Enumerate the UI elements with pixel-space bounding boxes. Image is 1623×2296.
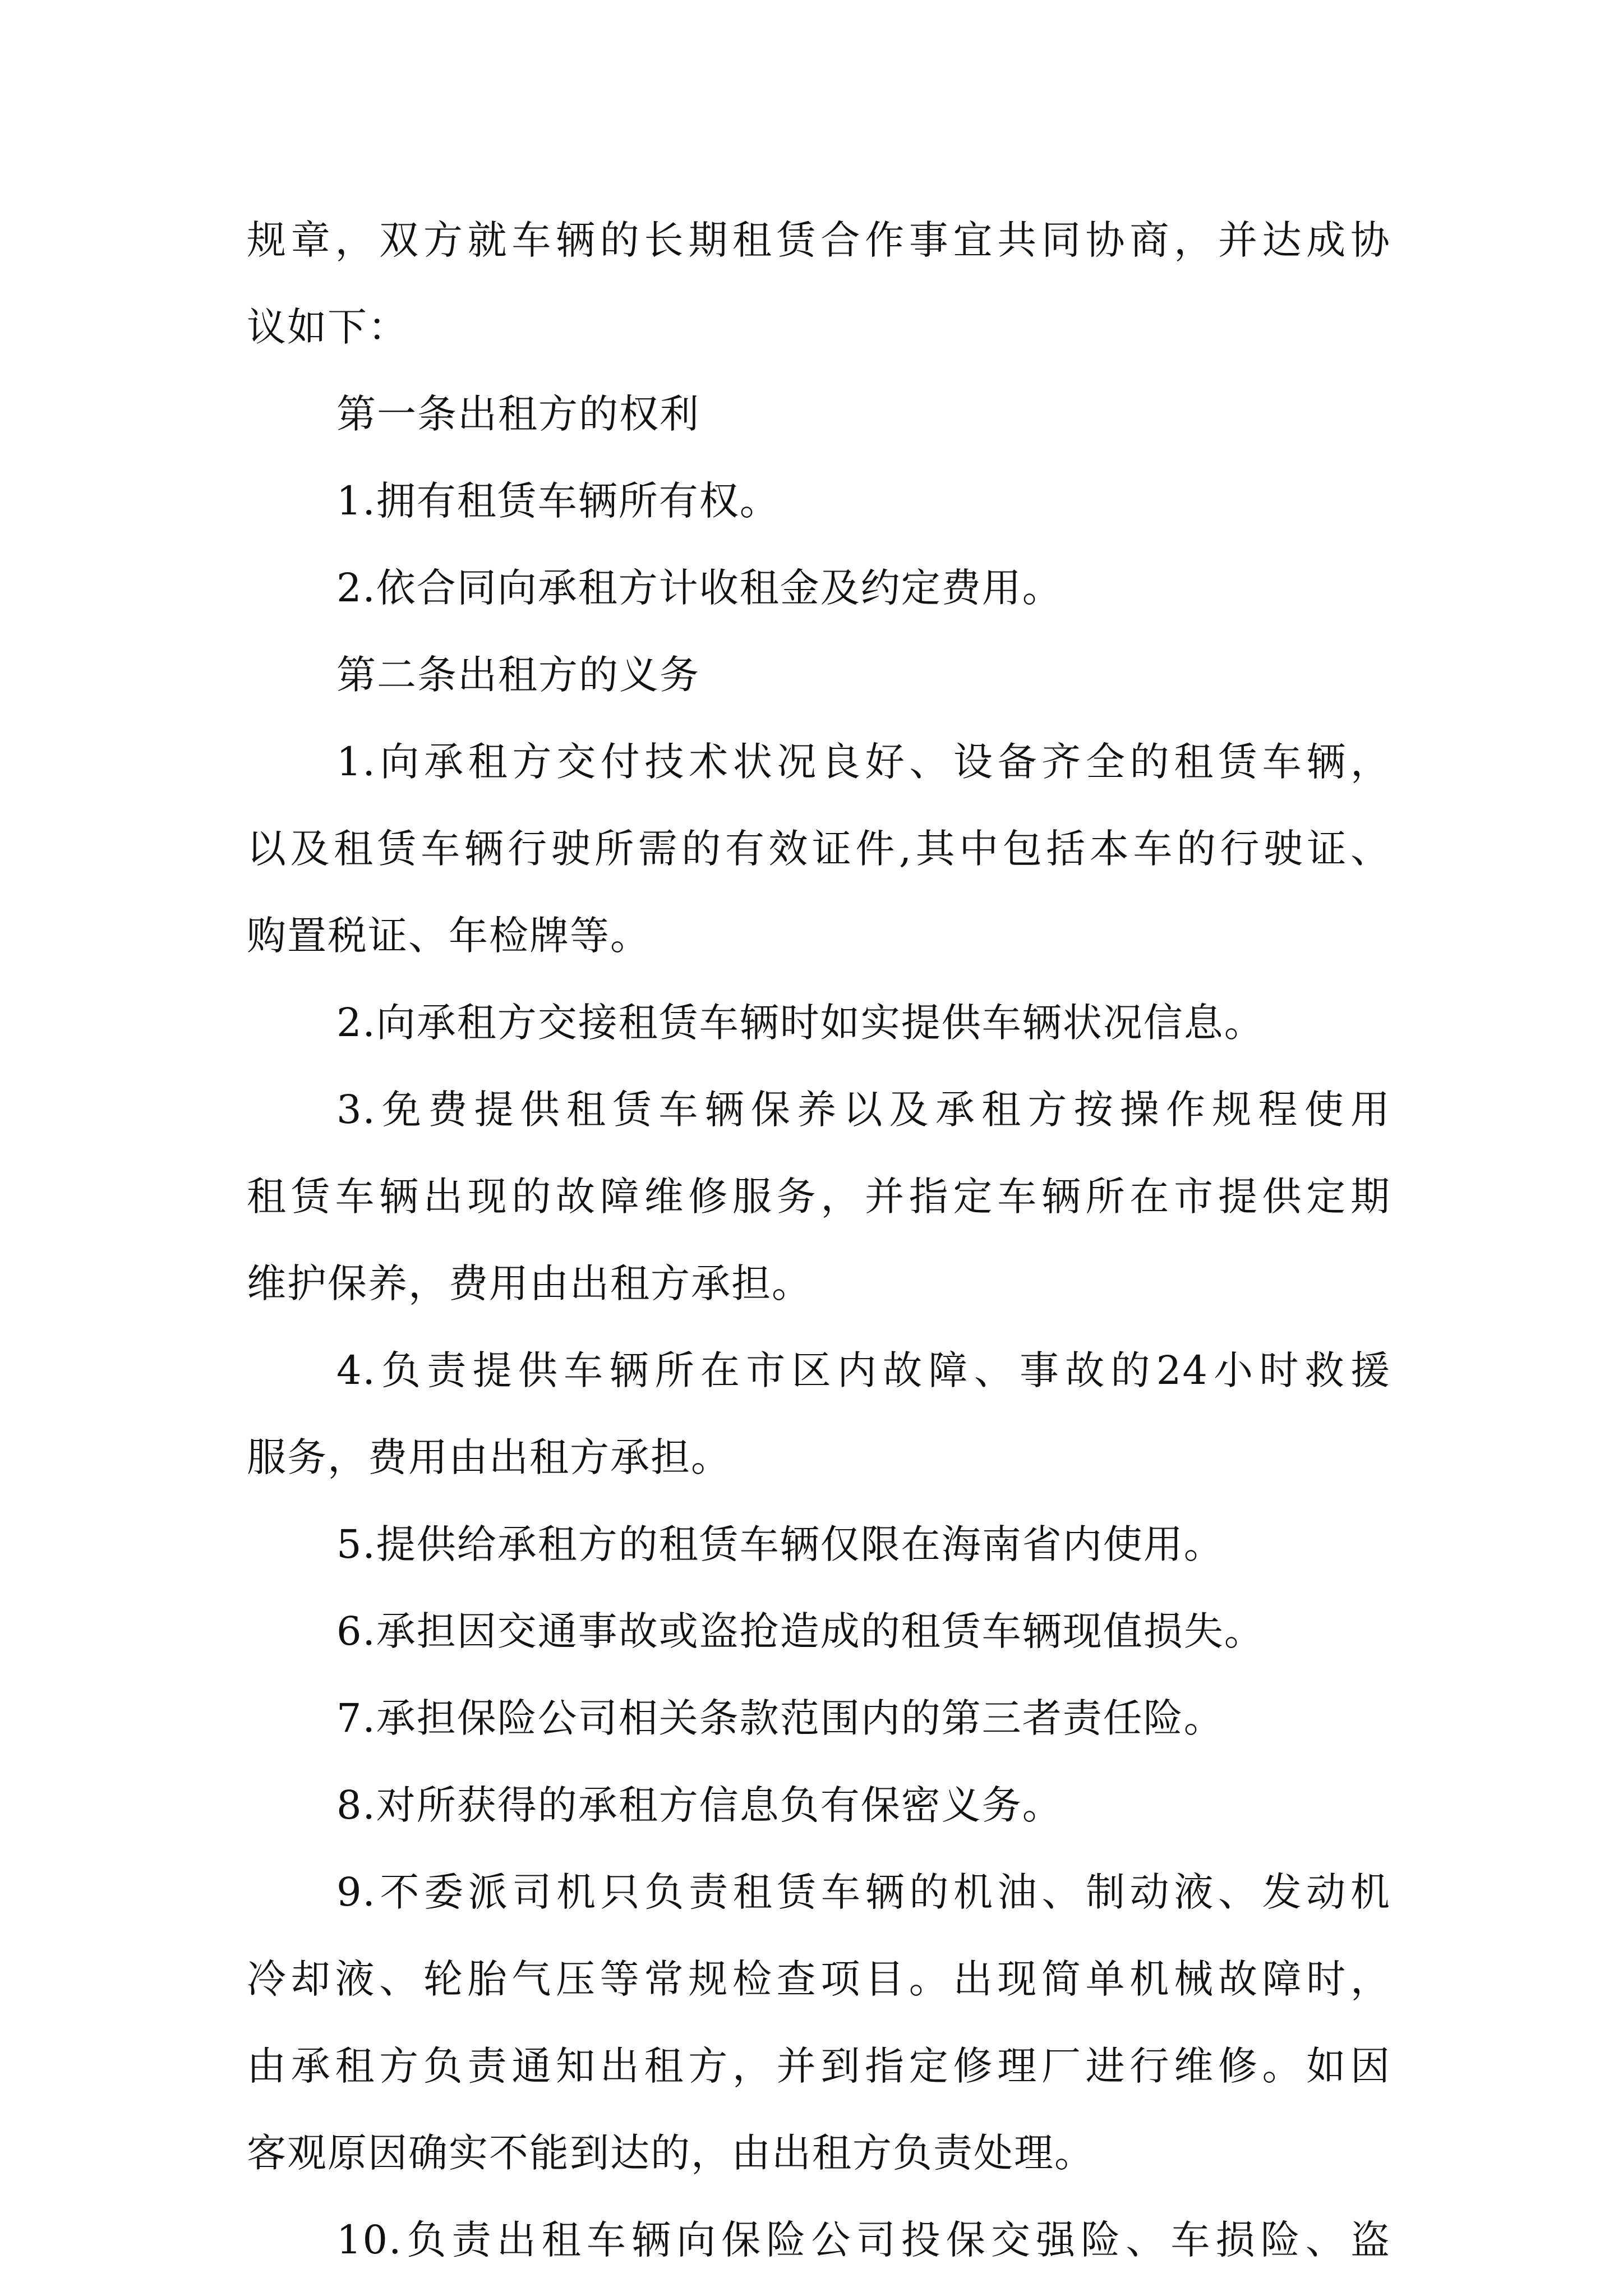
text-line: 1.拥有租赁车辆所有权。 (336, 478, 780, 524)
text-line: 由承租方负责通知出租方，并到指定修理厂进行维修。如因 (247, 2043, 1391, 2089)
text-line: 以及租赁车辆行驶所需的有效证件,其中包括本车的行驶证、 (247, 826, 1391, 872)
text-line: 购置税证、年检牌等。 (247, 913, 651, 959)
text-line: 服务，费用由出租方承担。 (247, 1434, 731, 1480)
text-line: 2.依合同向承租方计收租金及约定费用。 (336, 565, 1063, 611)
text-line: 4.负责提供车辆所在市区内故障、事故的24小时救援 (336, 1347, 1391, 1393)
section-heading: 第一条出租方的权利 (336, 391, 700, 437)
text-line: 客观原因确实不能到达的，由出租方负责处理。 (247, 2130, 1095, 2176)
text-line: 3.免费提供租赁车辆保养以及承租方按操作规程使用 (336, 1087, 1391, 1133)
text-line: 维护保养，费用由出租方承担。 (247, 1260, 812, 1306)
text-line: 冷却液、轮胎气压等常规检查项目。出现简单机械故障时， (247, 1956, 1391, 2002)
text-line: 租赁车辆出现的故障维修服务，并指定车辆所在市提供定期 (247, 1174, 1391, 1220)
text-line: 2.向承租方交接租赁车辆时如实提供车辆状况信息。 (336, 1000, 1265, 1046)
text-line: 6.承担因交通事故或盗抢造成的租赁车辆现值损失。 (336, 1608, 1265, 1654)
text-line: 5.提供给承租方的租赁车辆仅限在海南省内使用。 (336, 1521, 1224, 1567)
text-line: 10.负责出租车辆向保险公司投保交强险、车损险、盗 (336, 2217, 1391, 2263)
text-line: 1.向承租方交付技术状况良好、设备齐全的租赁车辆， (336, 739, 1391, 785)
section-heading: 第二条出租方的义务 (336, 652, 700, 698)
text-line: 规章，双方就车辆的长期租赁合作事宜共同协商，并达成协 (247, 217, 1391, 263)
text-line: 议如下： (247, 304, 408, 350)
text-line: 7.承担保险公司相关条款范围内的第三者责任险。 (336, 1695, 1224, 1741)
text-line: 9.不委派司机只负责租赁车辆的机油、制动液、发动机 (336, 1869, 1391, 1915)
text-line: 8.对所获得的承租方信息负有保密义务。 (336, 1782, 1063, 1828)
